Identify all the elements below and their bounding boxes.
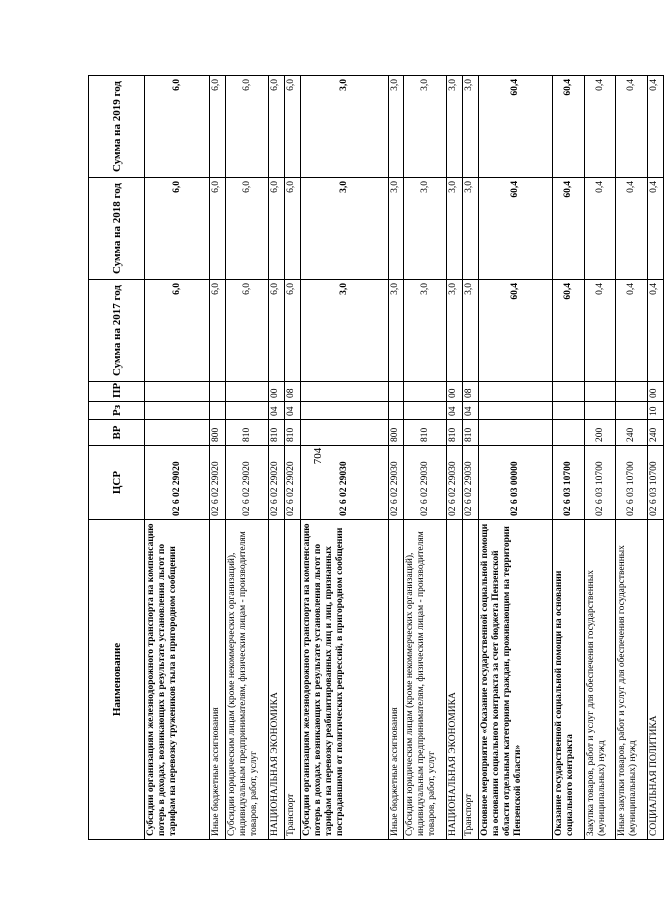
row-name: Иные бюджетные ассигнования [388,520,404,840]
row-pr [478,382,552,402]
row-csr: 02 6 03 10700 [584,446,616,520]
row-sum-2018: 6,0 [269,178,285,280]
row-sum-2018: 3,0 [404,178,447,280]
row-name: СОЦИАЛЬНАЯ ПОЛИТИКА [648,520,664,840]
header-vr: ВР [89,420,145,446]
table-row [388,76,404,840]
row-pr [145,382,210,402]
row-csr: 02 6 02 29030 [463,446,479,520]
row-rz [145,402,210,420]
row-sum-2019: 3,0 [404,76,447,178]
row-sum-2018: 3,0 [300,178,388,280]
row-sum-2018: 0,4 [616,178,648,280]
row-sum-2018: 0,4 [648,178,664,280]
row-vr: 240 [648,420,664,446]
row-name: НАЦИОНАЛЬНАЯ ЭКОНОМИКА [269,520,285,840]
header-rz: Рз [89,402,145,420]
row-sum-2019: 3,0 [300,76,388,178]
row-sum-2018: 3,0 [447,178,463,280]
row-sum-2019: 60,4 [553,76,585,178]
row-sum-2018: 3,0 [388,178,404,280]
table-row [447,76,463,840]
row-name: Субсидии организациям железнодорожного транспорта на компенсацию потерь в доходах, возникающих в результате установления льгот по тарифам на перевозку реабилитированных лиц и лиц, признанных пострадавшими от политических репрессий, в пригородном сообщении [300,520,388,840]
rotated-page-content [88,76,664,840]
row-sum-2017: 60,4 [478,280,552,382]
row-rz [553,402,585,420]
row-vr [478,420,552,446]
row-rz: 10 [648,402,664,420]
row-sum-2019: 3,0 [388,76,404,178]
table-row [284,76,300,840]
row-rz [616,402,648,420]
table-row [300,76,388,840]
row-sum-2017: 3,0 [447,280,463,382]
row-sum-2019: 6,0 [210,76,226,178]
row-sum-2018: 6,0 [226,178,269,280]
row-rz [388,402,404,420]
row-sum-2017: 0,4 [616,280,648,382]
row-csr: 02 6 02 29020 [145,446,210,520]
header-sum-2019: Сумма на 2019 год [89,76,145,178]
row-name: Субсидии организациям железнодорожного транспорта на компенсацию потерь в доходах, возникающих в результате установления льгот по тарифам на перевозку тружеников тыла в пригородном сообщении [145,520,210,840]
row-name: Транспорт [463,520,479,840]
row-name: Иные бюджетные ассигнования [210,520,226,840]
row-name: Субсидии юридическим лицам (кроме некоммерческих организаций), индивидуальным предпринимателям, физическим лицам - производителям товаров, работ, услуг [404,520,447,840]
row-sum-2017: 6,0 [284,280,300,382]
row-name: Транспорт [284,520,300,840]
row-csr: 02 6 03 10700 [553,446,585,520]
row-vr [145,420,210,446]
row-sum-2017: 6,0 [145,280,210,382]
row-sum-2017: 3,0 [463,280,479,382]
row-sum-2018: 60,4 [478,178,552,280]
row-csr: 02 6 03 10700 [648,446,664,520]
table-row [226,76,269,840]
row-pr [300,382,388,402]
table-row [210,76,226,840]
table-row [404,76,447,840]
row-sum-2018: 6,0 [210,178,226,280]
row-pr: 00 [269,382,285,402]
row-vr: 200 [584,420,616,446]
row-vr: 240 [616,420,648,446]
row-rz [584,402,616,420]
table-row [269,76,285,840]
row-sum-2019: 3,0 [447,76,463,178]
row-sum-2019: 0,4 [584,76,616,178]
row-name: НАЦИОНАЛЬНАЯ ЭКОНОМИКА [447,520,463,840]
header-sum-2018: Сумма на 2018 год [89,178,145,280]
row-sum-2017: 60,4 [553,280,585,382]
budget-table [88,75,664,840]
row-sum-2017: 6,0 [269,280,285,382]
row-pr [584,382,616,402]
row-sum-2019: 60,4 [478,76,552,178]
row-sum-2018: 60,4 [553,178,585,280]
row-sum-2018: 6,0 [284,178,300,280]
table-row [648,76,664,840]
row-pr: 00 [447,382,463,402]
row-rz: 04 [269,402,285,420]
row-csr: 02 6 03 00000 [478,446,552,520]
row-name: Оказание государственной социальной помощи на основании социального контракта [553,520,585,840]
row-sum-2017: 0,4 [648,280,664,382]
header-csr: ЦСР [89,446,145,520]
row-name: Субсидии юридическим лицам (кроме некоммерческих организаций), индивидуальным предпринимателям, физическим лицам - производителям товаров, работ, услуг [226,520,269,840]
row-pr: 08 [284,382,300,402]
table-row [584,76,616,840]
row-vr: 810 [226,420,269,446]
row-csr: 02 6 02 29030 [447,446,463,520]
row-sum-2018: 3,0 [463,178,479,280]
table-row [616,76,648,840]
row-sum-2017: 3,0 [388,280,404,382]
table-row [478,76,552,840]
row-csr: 02 6 02 29020 [226,446,269,520]
row-rz: 04 [284,402,300,420]
row-rz [226,402,269,420]
row-vr: 800 [210,420,226,446]
row-rz [404,402,447,420]
row-csr: 02 6 02 29020 [210,446,226,520]
table-row [553,76,585,840]
row-pr [616,382,648,402]
row-pr [226,382,269,402]
row-csr: 02 6 02 29020 [269,446,285,520]
row-sum-2019: 0,4 [616,76,648,178]
row-sum-2018: 0,4 [584,178,616,280]
row-sum-2017: 0,4 [584,280,616,382]
row-sum-2019: 6,0 [284,76,300,178]
page-number: 704 [312,447,324,465]
row-pr: 08 [463,382,479,402]
row-pr [404,382,447,402]
row-vr: 800 [388,420,404,446]
table-row [463,76,479,840]
header-name: Наименование [89,520,145,840]
row-pr: 00 [648,382,664,402]
row-vr: 810 [447,420,463,446]
row-vr: 810 [404,420,447,446]
row-vr: 810 [463,420,479,446]
row-sum-2017: 6,0 [226,280,269,382]
row-rz [300,402,388,420]
row-vr [300,420,388,446]
row-sum-2019: 3,0 [463,76,479,178]
header-row [89,76,145,840]
row-sum-2017: 3,0 [300,280,388,382]
row-csr: 02 6 03 10700 [616,446,648,520]
row-name: Закупка товаров, работ и услуг для обеспечения государственных (муниципальных) нужд [584,520,616,840]
row-sum-2017: 3,0 [404,280,447,382]
table-row [145,76,210,840]
header-pr: ПР [89,382,145,402]
row-sum-2019: 6,0 [269,76,285,178]
row-vr: 810 [284,420,300,446]
row-csr: 02 6 02 29020 [284,446,300,520]
row-rz: 04 [463,402,479,420]
row-sum-2018: 6,0 [145,178,210,280]
row-vr: 810 [269,420,285,446]
row-pr [553,382,585,402]
row-rz [210,402,226,420]
row-rz [478,402,552,420]
row-vr [553,420,585,446]
row-sum-2019: 0,4 [648,76,664,178]
row-csr: 02 6 02 29030 [300,446,388,520]
row-rz: 04 [447,402,463,420]
row-name: Основное мероприятие «Оказание государственной социальной помощи на основании социального контракта за счет бюджета Пензенской области отдельным категориям граждан, проживающим на территории Пензенской области» [478,520,552,840]
row-csr: 02 6 02 29030 [388,446,404,520]
row-csr: 02 6 02 29030 [404,446,447,520]
row-sum-2019: 6,0 [226,76,269,178]
row-sum-2019: 6,0 [145,76,210,178]
header-sum-2017: Сумма на 2017 год [89,280,145,382]
row-pr [388,382,404,402]
row-sum-2017: 6,0 [210,280,226,382]
row-pr [210,382,226,402]
row-name: Иные закупки товаров, работ и услуг для обеспечения государственных (муниципальных) нужд [616,520,648,840]
